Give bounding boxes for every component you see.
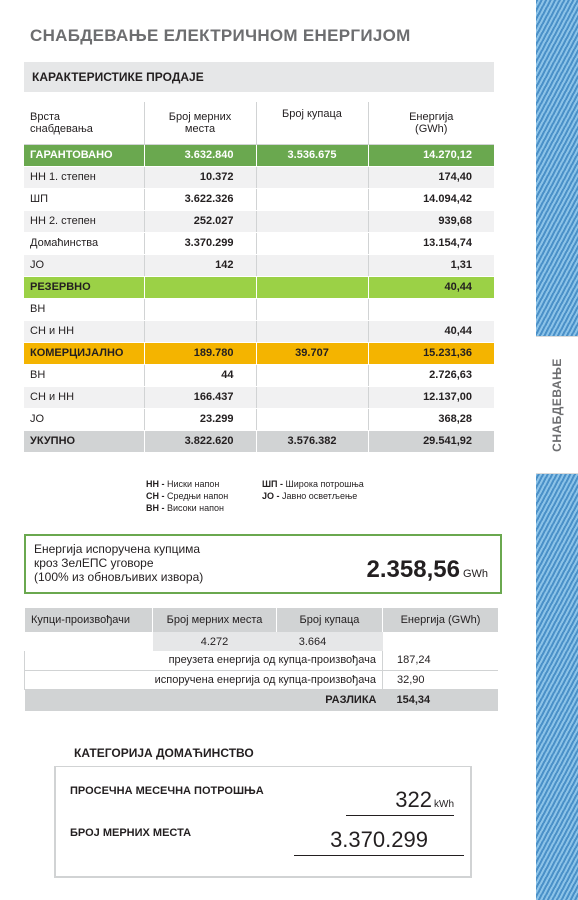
legend-abbr: ШП - <box>262 479 284 489</box>
header-supply-type-line1: Врста <box>30 110 60 123</box>
row-customers <box>256 254 368 276</box>
table-row <box>24 210 494 232</box>
table-row <box>24 298 494 320</box>
avg-consumption-label: ПРОСЕЧНА МЕСЕЧНА ПОТРОШЊА <box>70 785 264 797</box>
prosumer-customers-value: 3.664 <box>277 632 383 651</box>
household-box <box>54 766 472 878</box>
prosumer-energy-blank <box>383 632 499 651</box>
prosumer-taken-label: преузета енергија од купца-произвођача <box>25 651 383 670</box>
row-energy: 40,44 <box>368 320 494 342</box>
table-row <box>24 320 494 342</box>
legend-left <box>146 478 228 514</box>
table-row <box>24 364 494 386</box>
prosumer-delivered-label: испоручена енергија од купца-произвођача <box>25 670 383 689</box>
row-customers <box>256 364 368 386</box>
row-customers <box>256 210 368 232</box>
table-row <box>24 166 494 188</box>
row-points <box>144 320 256 342</box>
avg-consumption-unit: kWh <box>434 799 454 810</box>
row-label: КОМЕРЦИЈАЛНО <box>24 342 144 364</box>
row-energy: 15.231,36 <box>368 342 494 364</box>
prosumer-taken-value: 187,24 <box>383 651 499 670</box>
green-energy-line1: Енергија испоручена купцима <box>34 542 201 556</box>
row-label: Домаћинства <box>24 232 144 254</box>
header-metering-points-line2: места <box>184 122 216 135</box>
header-supply-type <box>24 102 144 144</box>
row-customers: 3.576.382 <box>256 430 368 452</box>
legend-text: Високи напон <box>167 503 224 513</box>
row-customers: 3.536.675 <box>256 144 368 166</box>
row-energy: 939,68 <box>368 210 494 232</box>
row-label: ГАРАНТОВАНО <box>24 144 144 166</box>
prosumers-table <box>24 608 498 711</box>
avg-consumption-value-wrap <box>346 787 454 816</box>
row-points: 3.622.326 <box>144 188 256 210</box>
header-supply-type-line2: снабдевања <box>30 122 93 135</box>
row-label: РЕЗЕРВНО <box>24 276 144 298</box>
sales-table-header <box>24 102 494 144</box>
row-customers <box>256 232 368 254</box>
header-energy-line2: (GWh) <box>415 122 448 135</box>
row-points: 189.780 <box>144 342 256 364</box>
sales-table <box>24 102 494 453</box>
row-label: ЈО <box>24 408 144 430</box>
row-customers <box>256 408 368 430</box>
row-energy: 13.154,74 <box>368 232 494 254</box>
header-prosumer-customers: Број купаца <box>277 608 383 632</box>
green-energy-box <box>24 534 502 594</box>
green-energy-value: 2.358,56 <box>366 556 460 583</box>
row-points: 44 <box>144 364 256 386</box>
side-section-label: СНАБДЕВАЊЕ <box>550 358 565 452</box>
table-row <box>24 408 494 430</box>
prosumers-blank <box>25 632 153 651</box>
row-customers <box>256 188 368 210</box>
page-title: СНАБДЕВАЊЕ ЕЛЕКТРИЧНОМ ЕНЕРГИЈОМ <box>30 26 411 45</box>
header-prosumers: Купци-произвођачи <box>25 608 153 632</box>
row-energy: 29.541,92 <box>368 430 494 452</box>
green-energy-value-wrap <box>367 556 488 584</box>
legend-item <box>262 478 364 490</box>
header-metering-points <box>144 102 256 144</box>
row-customers <box>256 386 368 408</box>
legend-abbr: СН - <box>146 491 165 501</box>
green-energy-line3: (100% из обновљивих извора) <box>34 570 204 584</box>
row-label: НН 1. степен <box>24 166 144 188</box>
row-points: 23.299 <box>144 408 256 430</box>
row-points: 3.632.840 <box>144 144 256 166</box>
prosumer-diff-label: РАЗЛИКА <box>25 689 383 711</box>
table-row-total <box>24 430 494 452</box>
legend-item <box>146 502 228 514</box>
table-row <box>24 232 494 254</box>
header-prosumer-energy: Енергија (GWh) <box>383 608 499 632</box>
row-customers <box>256 276 368 298</box>
prosumers-taken-row <box>25 651 499 670</box>
row-label: УКУПНО <box>24 430 144 452</box>
green-energy-unit: GWh <box>462 568 488 580</box>
row-energy: 14.094,42 <box>368 188 494 210</box>
header-metering-points-line1: Број мерних <box>168 110 232 123</box>
legend-text: Широка потрошња <box>285 479 364 489</box>
row-energy: 14.270,12 <box>368 144 494 166</box>
row-label: ВН <box>24 298 144 320</box>
row-energy: 40,44 <box>368 276 494 298</box>
prosumers-diff-row <box>25 689 499 711</box>
prosumer-points-value: 4.272 <box>153 632 277 651</box>
table-row <box>24 386 494 408</box>
sales-section-header <box>24 62 494 92</box>
row-points <box>144 276 256 298</box>
row-points: 3.822.620 <box>144 430 256 452</box>
legend-text: Јавно осветљење <box>282 491 358 501</box>
row-customers <box>256 298 368 320</box>
avg-consumption-value: 322 <box>395 787 432 812</box>
header-energy-line1: Енергија <box>409 110 454 123</box>
row-label: НН 2. степен <box>24 210 144 232</box>
row-energy: 1,31 <box>368 254 494 276</box>
prosumer-diff-value: 154,34 <box>383 689 499 711</box>
legend-abbr: ЈО - <box>262 491 280 501</box>
row-energy <box>368 298 494 320</box>
sales-section-title: КАРАКТЕРИСТИКЕ ПРОДАЈЕ <box>32 70 204 84</box>
legend-abbr: ВН - <box>146 503 165 513</box>
legend-item <box>146 478 228 490</box>
row-customers <box>256 166 368 188</box>
table-row-reserve <box>24 276 494 298</box>
row-points: 166.437 <box>144 386 256 408</box>
prosumers-values-row <box>25 632 499 651</box>
legend-abbr: НН - <box>146 479 165 489</box>
prosumers-delivered-row <box>25 670 499 689</box>
header-customers: Број купаца <box>256 102 368 144</box>
green-energy-line2: кроз ЗелЕПС уговоре <box>34 556 154 570</box>
row-customers: 39.707 <box>256 342 368 364</box>
row-energy: 2.726,63 <box>368 364 494 386</box>
row-customers <box>256 320 368 342</box>
household-points-value: 3.370.299 <box>294 827 464 856</box>
row-energy: 174,40 <box>368 166 494 188</box>
legend-item <box>146 490 228 502</box>
row-label: ЈО <box>24 254 144 276</box>
row-points: 142 <box>144 254 256 276</box>
legend-text: Средњи напон <box>167 491 229 501</box>
row-label: ШП <box>24 188 144 210</box>
row-energy: 368,28 <box>368 408 494 430</box>
side-section-tab[interactable] <box>536 336 578 474</box>
header-energy <box>368 102 494 144</box>
header-prosumer-points: Број мерних места <box>153 608 277 632</box>
row-label: ВН <box>24 364 144 386</box>
table-row <box>24 254 494 276</box>
prosumer-delivered-value: 32,90 <box>383 670 499 689</box>
household-category-title: КАТЕГОРИЈА ДОМАЋИНСТВО <box>74 746 254 760</box>
table-row <box>24 188 494 210</box>
row-points: 3.370.299 <box>144 232 256 254</box>
table-row-commercial <box>24 342 494 364</box>
row-energy: 12.137,00 <box>368 386 494 408</box>
legend-text: Ниски напон <box>167 479 220 489</box>
green-energy-description <box>34 542 264 584</box>
row-points: 252.027 <box>144 210 256 232</box>
household-points-label: БРОЈ МЕРНИХ МЕСТА <box>70 827 192 839</box>
legend-item <box>262 490 364 502</box>
table-row-guaranteed <box>24 144 494 166</box>
legend-right <box>262 478 364 502</box>
prosumers-header <box>25 608 499 632</box>
row-label: СН и НН <box>24 386 144 408</box>
row-points <box>144 298 256 320</box>
row-label: СН и НН <box>24 320 144 342</box>
row-points: 10.372 <box>144 166 256 188</box>
